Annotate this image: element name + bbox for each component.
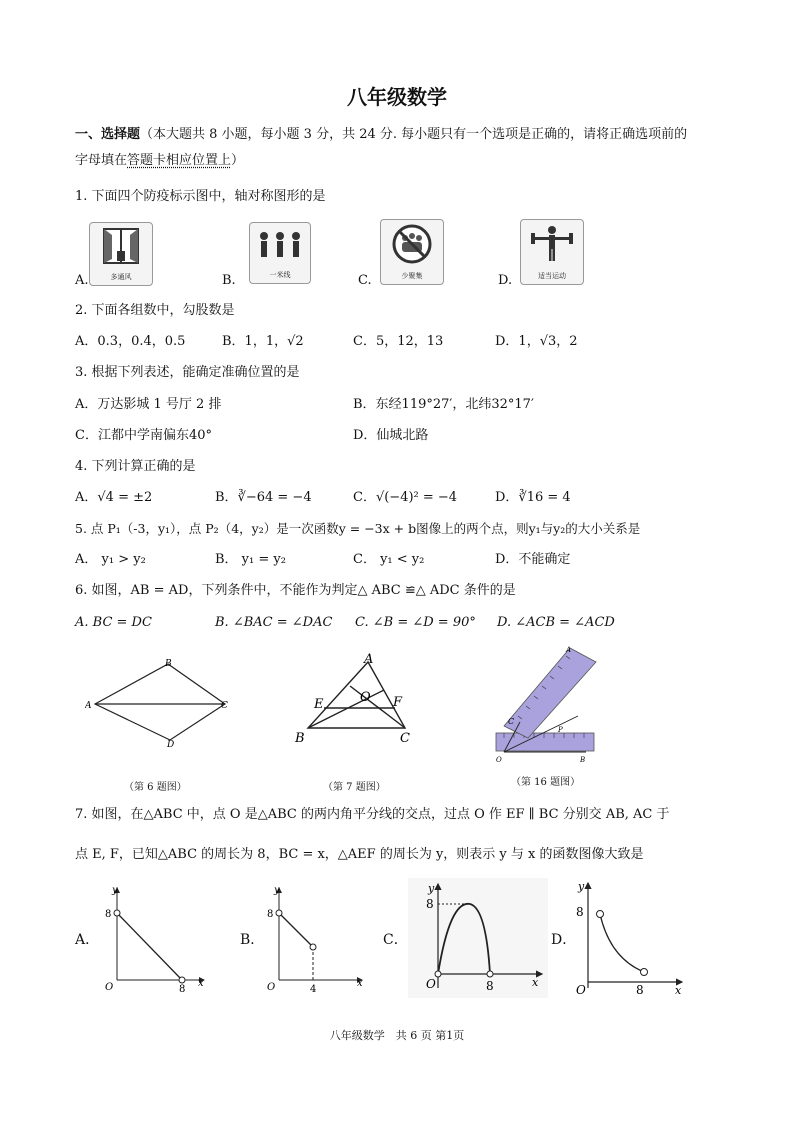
graph-d-ytick: 8	[576, 905, 584, 919]
graph-d-xtick: 8	[636, 983, 644, 997]
fig7-label-b: B	[295, 731, 305, 745]
q7-line1: 7. 如图，在△ABC 中，点 O 是△ABC 的两内角平分线的交点，过点 O 作 EF ∥ BC 分别交 AB, AC 于	[75, 807, 670, 822]
q5-option-c: C． y₁ < y₂	[353, 552, 425, 567]
graph-c	[408, 878, 548, 998]
q4-option-a: A．√4 = ±2	[75, 490, 153, 505]
fig7-label-o: O	[360, 690, 371, 705]
fig7-label-e: E	[314, 697, 324, 712]
graph-d-ylabel: y	[578, 880, 585, 893]
q4-option-b: B．∛−64 = −4	[215, 490, 312, 505]
q6-option-c: C. ∠B = ∠D = 90°	[355, 615, 476, 630]
graph-a	[100, 880, 215, 995]
fig16-label-a: A	[566, 646, 572, 654]
q1-option-a-letter: A.	[75, 273, 89, 288]
graph-d-origin: O	[576, 983, 586, 997]
q4-stem: 4. 下列计算正确的是	[75, 459, 196, 474]
figure-6	[85, 655, 235, 755]
q7-line2: 点 E, F，已知△ABC 的周长为 8，BC = x，△AEF 的周长为 y，则表示 y 与 x 的函数图像大致是	[75, 847, 644, 862]
graph-b-ylabel: y	[274, 885, 280, 896]
fig6-label-b: B	[165, 659, 172, 669]
section-instruction-line2	[75, 152, 244, 170]
graph-a-xtick: 8	[179, 984, 186, 995]
q6-option-a: A. BC = DC	[75, 615, 152, 630]
fig16-label-p: P	[558, 726, 563, 734]
q2-option-d: D．1，√3，2	[495, 334, 578, 349]
q4-option-d: D．∛16 = 4	[495, 490, 571, 505]
fig6-label-a: A	[85, 701, 92, 711]
figure-7	[290, 650, 415, 745]
graph-b	[262, 880, 372, 995]
q6-option-d: D. ∠ACB = ∠ACD	[497, 615, 615, 630]
instr-emphasis: 答题卡相应位置上	[127, 153, 232, 168]
graph-b-xtick: 4	[310, 984, 317, 995]
q5-option-a: A． y₁ > y₂	[75, 552, 146, 567]
q3-stem: 3. 根据下列表述，能确定准确位置的是	[75, 365, 300, 380]
graph-a-xlabel: x	[198, 978, 204, 989]
q1-option-b-letter: B.	[222, 273, 236, 288]
fig6-label-d: D	[167, 740, 175, 750]
instr-post: ）	[231, 153, 245, 168]
q6-stem: 6. 如图，AB = AD，下列条件中，不能作为判定△ ABC ≌△ ADC 条件的是	[75, 583, 516, 598]
q5-option-b: B． y₁ = y₂	[215, 552, 286, 567]
graph-a-letter: A．	[75, 932, 100, 948]
graph-a-ytick: 8	[105, 909, 112, 920]
page-footer: 八年级数学 共 6 页 第1页	[329, 1029, 465, 1042]
fig16-label-o: O	[496, 756, 502, 764]
q2-option-b: B．1，1，√2	[222, 334, 304, 349]
fig6-caption: （第 6 题图）	[124, 782, 187, 793]
no-gathering-icon	[380, 219, 444, 285]
q1-caption-c: 少聚集	[401, 272, 423, 280]
fig7-label-a: A	[364, 652, 374, 667]
window-icon	[89, 222, 153, 286]
graph-b-xlabel: x	[357, 978, 363, 989]
q2-option-a: A．0.3，0.4，0.5	[75, 334, 186, 349]
graph-b-letter: B．	[240, 932, 265, 948]
q3-option-b: B．东经119°27′，北纬32°17′	[353, 397, 534, 412]
graph-d-xlabel: x	[675, 984, 682, 997]
graph-c-origin: O	[426, 977, 436, 991]
fig7-label-c: C	[400, 731, 410, 745]
fig16-label-c: C	[508, 717, 515, 726]
figure-16	[490, 642, 605, 767]
graph-b-ytick: 8	[267, 909, 274, 920]
fig7-label-f: F	[393, 695, 403, 710]
section-instruction-text: （本大题共 8 小题，每小题 3 分，共 24 分. 每小题只有一个选项是正确的，请将正确选项前的	[140, 127, 688, 142]
q2-stem: 2. 下面各组数中，勾股数是	[75, 303, 235, 318]
graph-c-ytick: 8	[426, 897, 434, 911]
fig7-caption: （第 7 题图）	[323, 782, 386, 793]
distance-icon	[249, 222, 311, 284]
graph-c-letter: C．	[383, 932, 408, 948]
q1-caption-b: 一米线	[269, 271, 291, 279]
graph-d	[570, 878, 690, 998]
q6-option-b: B. ∠BAC = ∠DAC	[215, 615, 333, 630]
fig16-caption: （第 16 题图）	[511, 777, 581, 788]
q1-caption-d: 适当运动	[538, 272, 566, 280]
q3-option-d: D．仙城北路	[353, 428, 429, 443]
q1-option-c-letter: C.	[358, 273, 372, 288]
graph-c-xlabel: x	[532, 976, 539, 989]
instr-pre: 字母填在	[75, 153, 128, 168]
q2-option-c: C．5，12，13	[353, 334, 444, 349]
exercise-icon	[520, 219, 584, 285]
graph-c-ylabel: y	[428, 882, 435, 895]
fig16-label-b: B	[580, 756, 586, 764]
q5-option-d: D．不能确定	[495, 552, 571, 567]
graph-d-letter: D．	[551, 932, 577, 948]
fig6-label-c: C	[221, 701, 228, 711]
q1-caption-a: 多通风	[110, 273, 132, 281]
q4-option-c: C．√(−4)² = −4	[353, 490, 458, 505]
section-instruction-line1	[75, 126, 687, 144]
q1-stem: 1. 下面四个防疫标示图中，轴对称图形的是	[75, 189, 326, 204]
graph-c-xtick: 8	[486, 979, 494, 993]
q5-stem: 5. 点 P₁（-3，y₁），点 P₂（4，y₂）是一次函数y = −3x + b图像上的两个点，则y₁与y₂的大小关系是	[75, 521, 641, 536]
page-title: 八年级数学	[347, 85, 447, 109]
q3-option-c: C．江都中学南偏东40°	[75, 428, 212, 443]
q3-option-a: A．万达影城 1 号厅 2 排	[75, 397, 222, 412]
graph-a-ylabel: y	[112, 885, 118, 896]
section-heading: 一、选择题	[75, 127, 141, 142]
q1-option-d-letter: D.	[498, 273, 513, 288]
graph-a-origin: O	[105, 982, 114, 993]
graph-b-origin: O	[267, 982, 276, 993]
